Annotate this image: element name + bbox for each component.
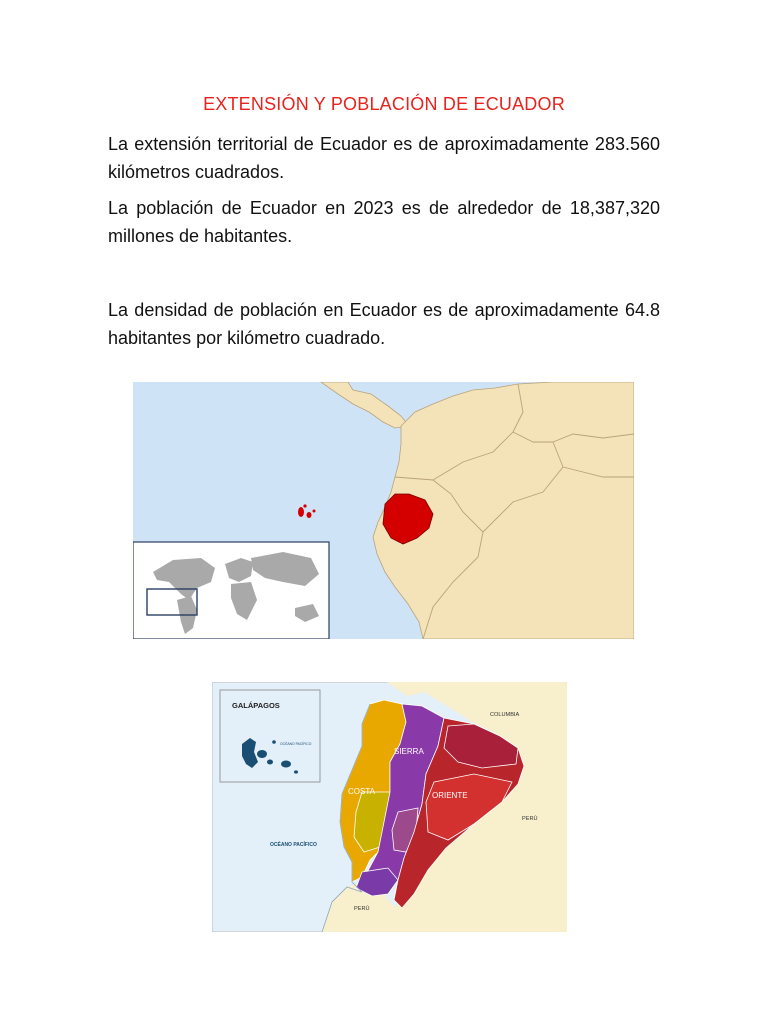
galapagos-inset — [220, 690, 320, 782]
peru-label-south: PERÚ — [354, 906, 370, 912]
ocean-label: OCÉANO PACÍFICO — [270, 842, 317, 848]
columbia-label: COLUMBIA — [490, 712, 520, 718]
paragraph-density: La densidad de población en Ecuador es de aproximadamente 64.8 habitantes por kilómetro cuadrado. — [108, 300, 660, 348]
galapagos-ocean-label: OCÉANO PACÍFICO — [280, 742, 312, 746]
world-inset-map — [133, 542, 329, 639]
paragraph-population: La población de Ecuador en 2023 es de alrededor de 18,387,320 millones de habitantes. — [108, 198, 660, 246]
page-title: EXTENSIÓN Y POBLACIÓN DE ECUADOR — [203, 94, 565, 114]
galapagos-label: GALÁPAGOS — [232, 701, 280, 710]
peru-label-east: PERÚ — [522, 816, 538, 822]
oriente-label: ORIENTE — [432, 791, 468, 800]
costa-label: COSTA — [348, 787, 375, 796]
sierra-label: SIERRA — [394, 747, 424, 756]
regions-map — [212, 682, 567, 932]
paragraph-extension: La extensión territorial de Ecuador es de aproximadamente 283.560 kilómetros cuadrados. — [108, 134, 660, 182]
location-map — [133, 382, 634, 639]
